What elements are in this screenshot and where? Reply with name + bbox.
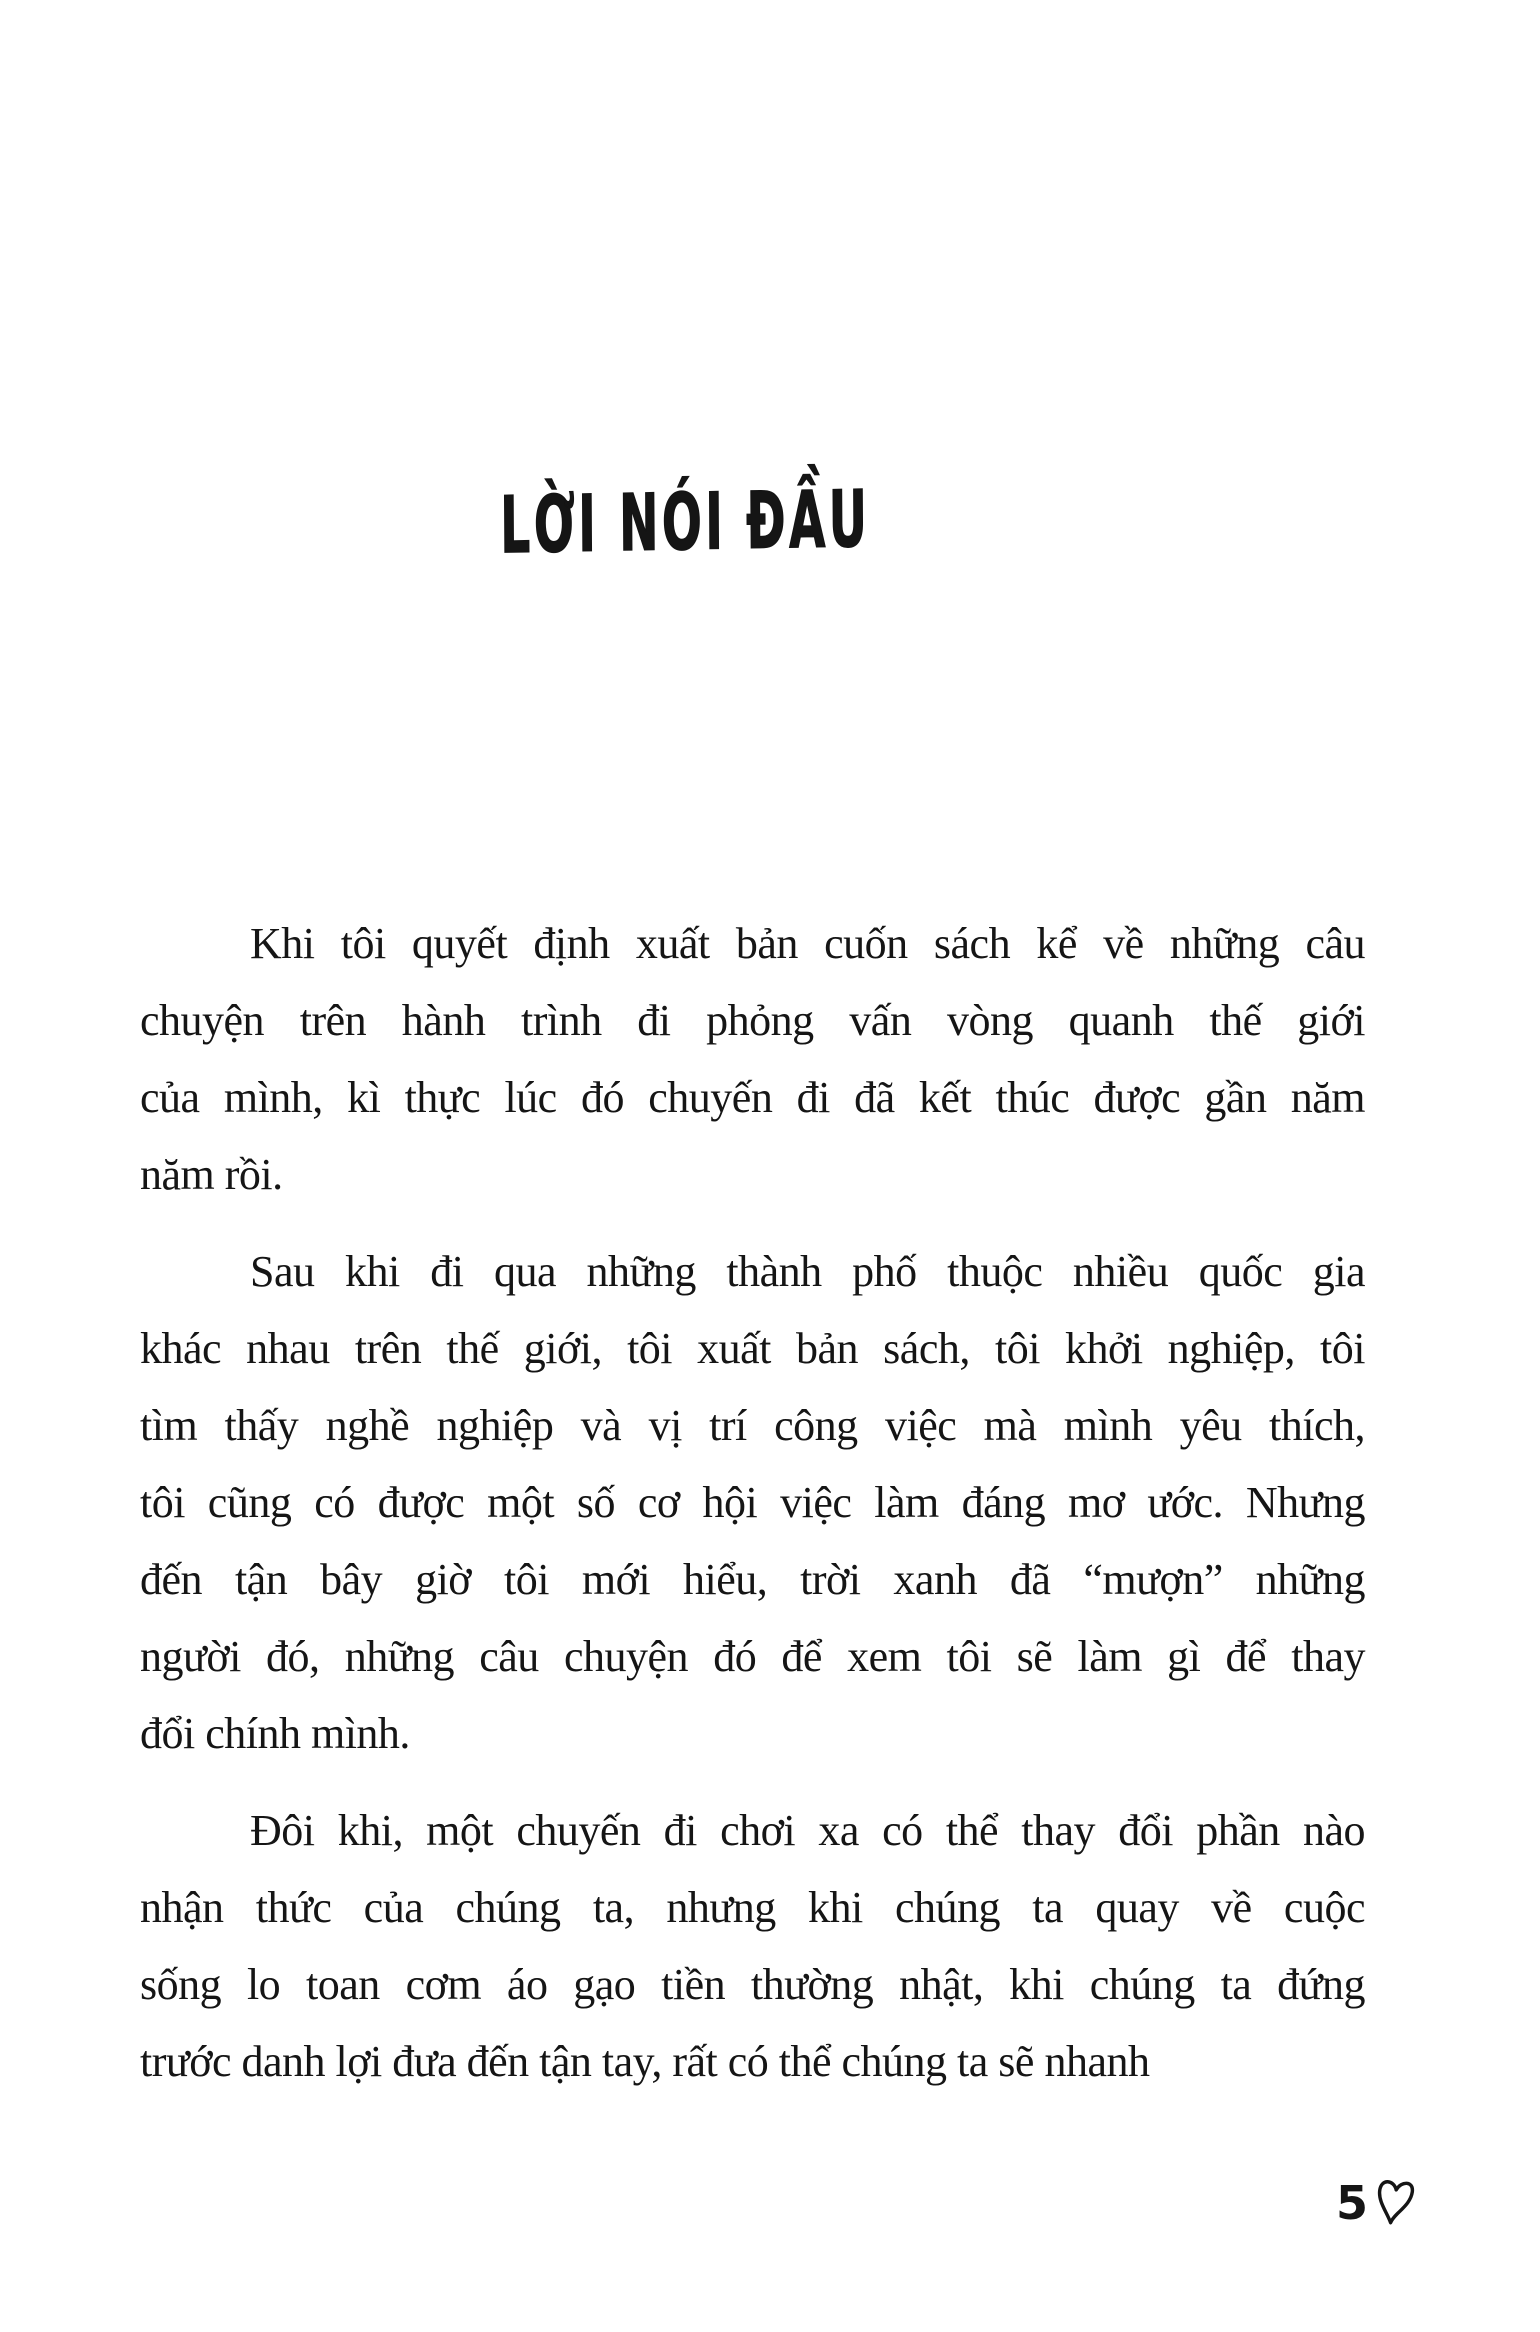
page-number: 5	[1336, 2176, 1369, 2230]
paragraph	[140, 905, 1365, 1213]
text-line: tìm thấy nghề nghiệp và vị trí công việc mà mình yêu thích,	[140, 1401, 1365, 1450]
text-line: chuyện trên hành trình đi phỏng vấn vòng quanh thế giới	[140, 996, 1365, 1045]
chapter-title	[0, 474, 1540, 572]
heart-icon	[1369, 2173, 1419, 2237]
text-line: người đó, những câu chuyện đó để xem tôi sẽ làm gì để thay	[140, 1632, 1365, 1681]
page-footer	[1336, 2168, 1415, 2238]
text-line: đổi chính mình.	[140, 1709, 410, 1758]
text-line: đến tận bây giờ tôi mới hiểu, trời xanh đã “mượn” những	[140, 1555, 1365, 1604]
text-line: Sau khi đi qua những thành phố thuộc nhiều quốc gia	[250, 1247, 1365, 1296]
chapter-title-text: LỜI NÓI ĐẦU	[499, 474, 871, 572]
text-line: nhận thức của chúng ta, nhưng khi chúng ta quay về cuộc	[140, 1883, 1365, 1932]
text-line: tôi cũng có được một số cơ hội việc làm đáng mơ ước. Nhưng	[140, 1478, 1365, 1527]
paragraph	[140, 1233, 1365, 1772]
text-line: Đôi khi, một chuyến đi chơi xa có thể thay đổi phần nào	[250, 1806, 1365, 1855]
body-text	[140, 905, 1365, 2120]
text-line: của mình, kì thực lúc đó chuyến đi đã kết thúc được gần năm	[140, 1073, 1365, 1122]
paragraph	[140, 1792, 1365, 2100]
text-line: Khi tôi quyết định xuất bản cuốn sách kể về những câu	[250, 919, 1365, 968]
text-line: trước danh lợi đưa đến tận tay, rất có thể chúng ta sẽ nhanh	[140, 2037, 1150, 2086]
text-line: năm rồi.	[140, 1150, 283, 1199]
text-line: khác nhau trên thế giới, tôi xuất bản sách, tôi khởi nghiệp, tôi	[140, 1324, 1365, 1373]
text-line: sống lo toan cơm áo gạo tiền thường nhật, khi chúng ta đứng	[140, 1960, 1365, 2009]
